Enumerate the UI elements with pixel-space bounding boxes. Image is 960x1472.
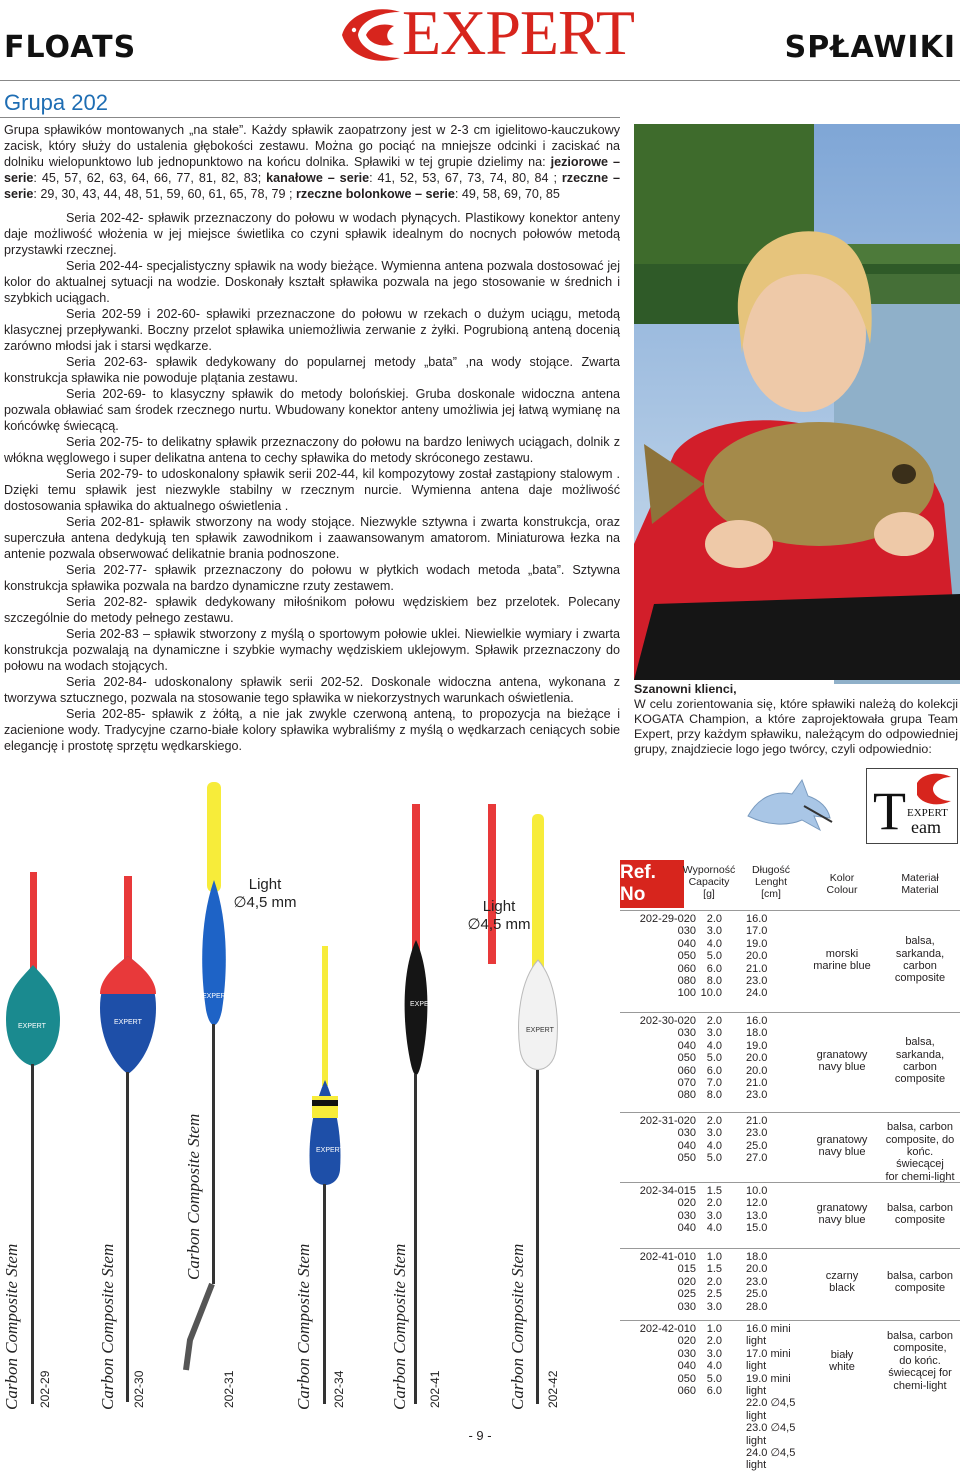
- spec-group: [620, 1320, 960, 1472]
- spec-capacity-cell: 2.0: [706, 1335, 722, 1348]
- spec-length-cell: 22.0 ∅4,5 light: [746, 1397, 796, 1422]
- spec-codes-cell: 080: [677, 1089, 696, 1102]
- spec-capacity-cell: 8.0: [706, 1089, 722, 1102]
- spec-length-column: [746, 1323, 806, 1472]
- intro-text: Grupa spławików montowanych „na stałe”. Każdy spławik zaopatrzony jest w 2-3 cm igielitowo-kauczukowy zacisk, który służy do ustalenia głębokości zestawu. Można go pociąć na mniejsze odcinki i zaciskać na dolniku wielopunktowo lub jednopunktowo na końcu dolnika. Spławiki w tej grupie dzielimy na:: [4, 123, 620, 169]
- color-header: [812, 872, 872, 896]
- spec-length-cell: 16.0: [746, 1015, 768, 1027]
- spec-codes-cell: 030: [677, 1027, 696, 1040]
- spec-material-line: composite: [894, 972, 946, 985]
- lake-series-label: jeziorowe – serie: [4, 155, 620, 185]
- spec-length-cell: 16.0 mini light: [746, 1323, 791, 1348]
- spec-codes-cell: 030: [677, 925, 696, 938]
- length-header-pl: Długość: [752, 864, 790, 876]
- spec-capacity-cell: 4.0: [706, 1139, 722, 1152]
- angler-photo: [634, 124, 960, 680]
- river-series-list: : 29, 30, 43, 44, 48, 51, 59, 60, 61, 65, 78, 79 ;: [33, 187, 293, 201]
- model-label: 202-42: [546, 1370, 560, 1408]
- series-paragraph: Seria 202-84- udoskonalony spławik serii 202-52. Doskonale widoczna antena, wykonana z tworzywa sztucznego, pozwala na stosowanie tego spławika w niekorzystnych warunkach oświetlenia.: [4, 675, 620, 705]
- float-202-31: [186, 782, 231, 1370]
- spec-color-line: morski: [825, 947, 859, 960]
- spec-codes-cell: 040: [677, 937, 696, 950]
- spec-codes-cell: 030: [677, 1347, 696, 1360]
- spec-color-line: navy blue: [818, 1214, 866, 1226]
- spec-group: [620, 1012, 960, 1108]
- spec-material-line: chemi-light: [893, 1379, 947, 1392]
- spec-length-column: [746, 1115, 806, 1165]
- spec-length-column: [746, 1015, 806, 1102]
- canal-series-label: kanałowe – serie: [266, 171, 370, 185]
- spec-codes-cell: 030: [677, 1127, 696, 1140]
- spec-length-cell: 21.0: [746, 962, 768, 975]
- spec-codes-cell: 050: [677, 1372, 696, 1385]
- spec-length-cell: 19.0: [746, 1039, 768, 1052]
- material-header-pl: Materiał: [901, 872, 939, 884]
- spec-capacity-cell: 3.0: [706, 1027, 722, 1040]
- spec-length-cell: 20.0: [746, 1263, 768, 1276]
- spec-length-cell: 24.0: [746, 987, 768, 1000]
- spec-codes-cell: 015: [677, 1263, 696, 1276]
- spec-capacity-cell: 1.0: [706, 1323, 722, 1335]
- spec-color-cell: [812, 948, 872, 973]
- spec-length-cell: 19.0 mini light: [746, 1372, 791, 1398]
- spec-codes-column: [626, 1015, 696, 1102]
- spec-length-cell: 23.0: [746, 1127, 768, 1140]
- spec-length-cell: 17.0 mini light: [746, 1347, 791, 1373]
- spec-capacity-cell: 2.0: [706, 1197, 722, 1210]
- header-divider: [0, 80, 960, 81]
- spec-codes-cell: 025: [677, 1288, 696, 1301]
- spec-codes-column: [626, 913, 696, 1000]
- spec-length-cell: 24.0 ∅4,5 light: [746, 1447, 796, 1472]
- spec-capacity-cell: 3.0: [706, 1347, 722, 1360]
- spec-length-cell: 23.0: [746, 975, 768, 988]
- spec-codes-cell: 050: [677, 1052, 696, 1065]
- spec-capacity-cell: 4.0: [706, 1360, 722, 1373]
- spec-table-header: [620, 860, 960, 910]
- color-header-pl: Kolor: [829, 872, 855, 884]
- spec-material-line: balsa,: [905, 1036, 935, 1049]
- kogata-champion-logo-icon: [744, 776, 834, 832]
- client-note: [634, 682, 958, 757]
- spec-capacity-column: [700, 1251, 722, 1313]
- spec-capacity-column: [700, 1323, 722, 1397]
- spec-capacity-column: [700, 1185, 722, 1235]
- spec-material-line: balsa, carbon: [886, 1269, 954, 1282]
- header-left-title: FLOATS: [4, 30, 137, 65]
- spec-codes-cell: 080: [677, 975, 696, 988]
- spec-capacity-cell: 6.0: [706, 962, 722, 975]
- ref-no-header: Ref. No: [620, 860, 684, 908]
- spec-capacity-cell: 2.0: [706, 913, 722, 925]
- series-paragraph: Seria 202-79- to udoskonalony spławik serii 202-44, kil kompozytowy został zastąpiony stalowym . Dzięki temu spławik jest niezwykle stabilny w rzecznym nurcie. Wymienna antena daje możliwość dostosowania spławika do aktualnego oświetlenia .: [4, 467, 620, 513]
- lake-series-list: : 45, 57, 62, 63, 64, 66, 77, 81, 82, 83;: [33, 171, 262, 185]
- spec-capacity-cell: 1.5: [706, 1263, 722, 1276]
- spec-length-cell: 23.0 ∅4,5 light: [746, 1422, 796, 1447]
- series-paragraph: Seria 202-83 – spławik stworzony z myślą o sportowym połowie uklei. Niewielkie wymiary i zwarta konstrukcja pozwalają na dynamiczne i szybkie wymachy wędziskiem uklejowym. Spławik przeznaczony do połowu na wodach stojących.: [4, 627, 620, 673]
- spec-group: [620, 1112, 960, 1183]
- spec-codes-cell: 060: [677, 1064, 696, 1077]
- spec-group: [620, 1248, 960, 1314]
- spec-material-line: carbon: [903, 1061, 937, 1073]
- brand-name: EXPERT: [402, 0, 634, 68]
- model-label: 202-30: [132, 1370, 146, 1408]
- spec-material-line: balsa, carbon: [886, 1121, 954, 1134]
- spec-color-line: navy blue: [818, 1061, 866, 1073]
- spec-capacity-cell: 1.5: [706, 1185, 722, 1197]
- spec-length-cell: 20.0: [746, 1052, 768, 1065]
- series-paragraph: Seria 202-44- specjalistyczny spławik na wody bieżące. Wymienna antena pozwala dostosować jej kolor do aktualnej sytuacji na wodzie. Doskonały kształt spławika pozwala na jego stosowanie w średnich i szybkich uciągach.: [4, 259, 620, 305]
- capacity-header-unit: [g]: [703, 888, 715, 900]
- spec-material-line: sarkanda,: [895, 947, 945, 960]
- client-note-title: Szanowni klienci,: [634, 682, 737, 696]
- team-logo-line1: EXPERT: [907, 807, 948, 819]
- canal-series-list: : 41, 52, 53, 67, 73, 74, 80, 84 ;: [369, 171, 557, 185]
- spec-length-cell: 27.0: [746, 1152, 768, 1165]
- spec-length-cell: 18.0: [746, 1251, 768, 1263]
- spec-capacity-cell: 5.0: [706, 1152, 722, 1165]
- length-header-unit: [cm]: [761, 888, 781, 900]
- stem-label: Carbon Composite Stem: [98, 1243, 117, 1410]
- light-label-2-size: ∅4,5 mm: [467, 916, 531, 933]
- spec-capacity-cell: 3.0: [706, 925, 722, 938]
- spec-color-line: marine blue: [813, 960, 871, 972]
- series-paragraph: Seria 202-75- to delikatny spławik przeznaczony do połowu na bardzo leniwych uciągach, dolnik z włókna węglowego i super delikatna antena to cechy spławika do metody skróconego zestawu.: [4, 435, 620, 465]
- spec-material-cell: [882, 1202, 958, 1227]
- stem-label: Carbon Composite Stem: [390, 1243, 409, 1410]
- spec-codes-column: [626, 1115, 696, 1165]
- capacity-header-en: Capacity: [688, 876, 730, 888]
- spec-capacity-cell: 5.0: [706, 950, 722, 963]
- spec-length-cell: 19.0: [746, 937, 768, 950]
- spec-material-line: composite: [894, 1214, 946, 1226]
- spec-codes-cell: 030: [677, 1209, 696, 1222]
- spec-material-line: carbon: [903, 960, 937, 972]
- spec-codes-cell: 202-41-010: [639, 1251, 696, 1263]
- spec-color-cell: [812, 1202, 872, 1227]
- float-202-34: [310, 946, 345, 1404]
- group-description: [4, 122, 620, 754]
- float-brand-mark: EXPERT: [410, 1001, 438, 1008]
- spec-color-line: white: [829, 1361, 855, 1373]
- material-header: [882, 872, 958, 896]
- spec-capacity-cell: 5.0: [706, 1052, 722, 1065]
- spec-codes-cell: 040: [677, 1222, 696, 1235]
- spec-capacity-cell: 5.0: [706, 1372, 722, 1385]
- spec-color-line: granatowy: [816, 1133, 868, 1146]
- light-label-1: [228, 876, 302, 912]
- model-label: 202-31: [222, 1370, 236, 1408]
- stem-label: Carbon Composite Stem: [184, 1113, 203, 1280]
- spec-material-line: composite, do: [885, 1133, 955, 1146]
- capacity-header-pl: Wyporność: [682, 864, 736, 876]
- spec-capacity-cell: 3.0: [706, 1209, 722, 1222]
- float-brand-mark: EXPERT: [202, 993, 230, 1000]
- spec-capacity-column: [700, 913, 722, 1000]
- stem-label: Carbon Composite Stem: [2, 1243, 21, 1410]
- spec-codes-column: [626, 1251, 696, 1313]
- spec-codes-cell: 202-30-020: [639, 1015, 696, 1027]
- spec-codes-cell: 202-29-020: [639, 913, 696, 925]
- svg-text:T: T: [873, 781, 906, 841]
- float-brand-mark: EXPERT: [114, 1019, 142, 1026]
- spec-codes-column: [626, 1185, 696, 1235]
- spec-codes-cell: 202-34-015: [639, 1185, 696, 1197]
- spec-color-line: black: [829, 1282, 855, 1294]
- spec-length-cell: 20.0: [746, 950, 768, 963]
- spec-capacity-cell: 8.0: [706, 975, 722, 988]
- spec-length-cell: 16.0: [746, 913, 768, 925]
- spec-capacity-cell: 4.0: [706, 1222, 722, 1235]
- spec-length-cell: 13.0: [746, 1209, 768, 1222]
- spec-length-cell: 10.0: [746, 1185, 768, 1197]
- spec-length-cell: 20.0: [746, 1064, 768, 1077]
- spec-length-cell: 23.0: [746, 1089, 768, 1102]
- spec-length-cell: 18.0: [746, 1027, 768, 1040]
- light-label-2-text: Light: [482, 898, 516, 915]
- series-paragraph: Seria 202-59 i 202-60- spławiki przeznaczone do połowu w rzekach o dużym uciągu, metodą klasycznej przepływanki. Boczny przelot spławika uniemożliwia zerwanie z żyłki. Pogrubioną anteną docenią zarówno młodsi jak i starsi wędkarze.: [4, 307, 620, 353]
- float-brand-mark: EXPERT: [18, 1023, 46, 1030]
- team-expert-logo: [866, 768, 958, 844]
- spec-capacity-cell: 2.0: [706, 1115, 722, 1127]
- spec-capacity-cell: 7.0: [706, 1077, 722, 1090]
- spec-material-line: balsa, carbon: [886, 1330, 954, 1342]
- spec-material-line: composite: [894, 1282, 946, 1294]
- series-paragraph: Seria 202-82- spławik dedykowany miłośnikom połowu wędziskiem bez przelotek. Polecany szczególnie do metody pełnego zestawu.: [4, 595, 620, 625]
- spec-codes-cell: 060: [677, 962, 696, 975]
- page-number: - 9 -: [468, 1428, 492, 1443]
- spec-capacity-cell: 3.0: [706, 1127, 722, 1140]
- spec-codes-cell: 020: [677, 1335, 696, 1348]
- float-brand-mark: EXPERT: [526, 1027, 554, 1034]
- spec-color-cell: [812, 1134, 872, 1159]
- spec-material-line: composite: [894, 1073, 946, 1086]
- spec-length-cell: 12.0: [746, 1197, 768, 1210]
- spec-capacity-cell: 2.0: [706, 1275, 722, 1288]
- spec-length-cell: 21.0: [746, 1115, 768, 1127]
- capacity-header: [682, 864, 736, 900]
- spec-capacity-cell: 1.0: [706, 1251, 722, 1263]
- spec-length-column: [746, 1185, 806, 1235]
- spec-color-line: granatowy: [816, 1048, 868, 1061]
- spec-codes-cell: 202-31-020: [639, 1115, 696, 1127]
- spec-capacity-cell: 2.5: [706, 1288, 722, 1301]
- spec-codes-cell: 100: [677, 987, 696, 1000]
- model-label: 202-29: [38, 1370, 52, 1408]
- spec-capacity-cell: 4.0: [706, 937, 722, 950]
- spec-material-line: for chemi-light: [885, 1170, 955, 1183]
- series-paragraph: Seria 202-81- spławik stworzony na wody stojące. Niezwykle sztywna i zwarta konstrukcja, oraz superczuła antena dedykują ten spławik zawodnikom i zaawansowanym amatorom. Miniaturowa łezka na antenie pozwala obserwować delikatnie brania podnoszone.: [4, 515, 620, 561]
- spec-color-line: czarny: [825, 1269, 859, 1282]
- spec-group: [620, 910, 960, 1008]
- spec-codes-cell: 060: [677, 1385, 696, 1398]
- spec-length-cell: 21.0: [746, 1077, 768, 1090]
- bolognese-series-label: rzeczne bolonkowe – serie: [296, 187, 455, 201]
- spec-codes-cell: 040: [677, 1139, 696, 1152]
- series-paragraph: Seria 202-77- spławik przeznaczony do połowu w płytkich wodach metoda „bata”. Sztywna konstrukcja spławika pozwala na bardzo dynamiczne rzuty zestawem.: [4, 563, 620, 593]
- stem-label: Carbon Composite Stem: [294, 1243, 313, 1410]
- spec-material-cell: [882, 1270, 958, 1295]
- series-paragraph: Seria 202-69- to klasyczny spławik do metody bolońskiej. Gruba doskonale widoczna antena pozwala obławiać sam środek rzecznego nurtu. Wbudowany konektor anteny umożliwia jej łatwą wymianę na końcówkę świecącą.: [4, 387, 620, 433]
- spec-capacity-cell: 4.0: [706, 1039, 722, 1052]
- spec-length-cell: 15.0: [746, 1222, 768, 1235]
- spec-material-line: sarkanda,: [895, 1048, 945, 1061]
- spec-length-cell: 17.0: [746, 925, 768, 938]
- spec-length-cell: 25.0: [746, 1139, 768, 1152]
- spec-capacity-column: [700, 1115, 722, 1165]
- model-label: 202-41: [428, 1370, 442, 1408]
- spec-codes-cell: 040: [677, 1039, 696, 1052]
- spec-material-cell: [882, 1121, 958, 1183]
- bolognese-series-list: : 49, 58, 69, 70, 85: [454, 187, 560, 201]
- group-divider: [0, 117, 620, 118]
- series-paragraph: Seria 202-42- spławik przeznaczony do połowu w wodach płynących. Plastikowy konektor anteny daje możliwość włożenia w jej miejsce świetlika co czyni spławik idealnym do nocnych połowów metodą przystawki rzecznej.: [4, 211, 620, 257]
- light-label-1-size: ∅4,5 mm: [233, 894, 297, 911]
- intro-paragraph: [4, 122, 620, 202]
- spec-length-cell: 23.0: [746, 1275, 768, 1288]
- stem-label: Carbon Composite Stem: [508, 1243, 527, 1410]
- fish-logo-icon: [336, 2, 406, 68]
- river-series-label: rzeczne – serie: [4, 171, 621, 201]
- group-title: Grupa 202: [4, 90, 108, 115]
- spec-codes-cell: 050: [677, 1152, 696, 1165]
- spec-group: [620, 1182, 960, 1244]
- spec-codes-cell: 070: [677, 1077, 696, 1090]
- light-label-1-text: Light: [248, 876, 282, 893]
- color-header-en: Colour: [826, 884, 858, 896]
- spec-codes-cell: 202-42-010: [639, 1323, 696, 1335]
- spec-codes-column: [626, 1323, 696, 1397]
- spec-codes-cell: 050: [677, 950, 696, 963]
- spec-color-line: granatowy: [816, 1201, 868, 1214]
- spec-color-cell: [812, 1270, 872, 1295]
- spec-codes-cell: 030: [677, 1300, 696, 1313]
- team-logo-line2: eam: [911, 817, 941, 837]
- length-header: [744, 864, 798, 900]
- spec-color-line: navy blue: [818, 1146, 866, 1158]
- spec-material-line: świecącej for: [888, 1367, 952, 1380]
- length-header-en: Lenght: [754, 876, 788, 888]
- spec-capacity-cell: 6.0: [706, 1064, 722, 1077]
- spec-material-cell: [882, 935, 958, 985]
- spec-color-line: biały: [830, 1348, 854, 1361]
- spec-color-cell: [812, 1349, 872, 1374]
- material-header-en: Material: [901, 884, 939, 896]
- spec-codes-cell: 020: [677, 1275, 696, 1288]
- light-label-2: [462, 898, 536, 934]
- spec-length-column: [746, 913, 806, 1000]
- spec-length-cell: 25.0: [746, 1288, 768, 1301]
- spec-capacity-cell: 2.0: [706, 1015, 722, 1027]
- spec-material-line: composite,: [893, 1342, 947, 1355]
- spec-capacity-cell: 10.0: [700, 987, 722, 1000]
- spec-material-cell: [882, 1330, 958, 1392]
- spec-capacity-cell: 6.0: [706, 1385, 722, 1398]
- spec-capacity-cell: 3.0: [706, 1300, 722, 1313]
- spec-material-line: końc. świecącej: [896, 1146, 944, 1171]
- client-note-text: W celu zorientowania się, które spławiki należą do kolekcji KOGATA Champion, a które zaprojektowała grupa Team Expert, przy każdym spławiku, należącym do odpowiedniej grupy, znajdziecie logo jego twórcy, czyli odpowiednio:: [634, 697, 958, 756]
- spec-color-cell: [812, 1049, 872, 1074]
- series-paragraph: Seria 202-63- spławik dedykowany do popularnej metody „bata” ,na wody stojące. Zwarta konstrukcja spławika nie powoduje plątania zestawu.: [4, 355, 620, 385]
- model-label: 202-34: [332, 1370, 346, 1408]
- spec-material-cell: [882, 1036, 958, 1086]
- spec-codes-cell: 040: [677, 1360, 696, 1373]
- spec-material-line: balsa, carbon: [886, 1201, 954, 1214]
- spec-material-line: balsa,: [905, 935, 935, 948]
- header-right-title: SPŁAWIKI: [784, 30, 956, 65]
- float-brand-mark: EXPERT: [316, 1147, 344, 1154]
- spec-length-column: [746, 1251, 806, 1313]
- spec-capacity-column: [700, 1015, 722, 1102]
- spec-codes-cell: 020: [677, 1197, 696, 1210]
- spec-length-cell: 28.0: [746, 1300, 768, 1313]
- expert-logo: [336, 0, 634, 68]
- spec-material-line: do końc.: [899, 1354, 941, 1367]
- series-paragraph: Seria 202-85- spławik z żółtą, a nie jak zwykle czerwoną anteną, to propozycja na bieżące i zacienione wody. Tradycyjne czarno-białe kolory spławika wybraliśmy z myślą o wędkarzach ceniących sobie elegancję i prostotę sprzętu wędkarskiego.: [4, 707, 620, 753]
